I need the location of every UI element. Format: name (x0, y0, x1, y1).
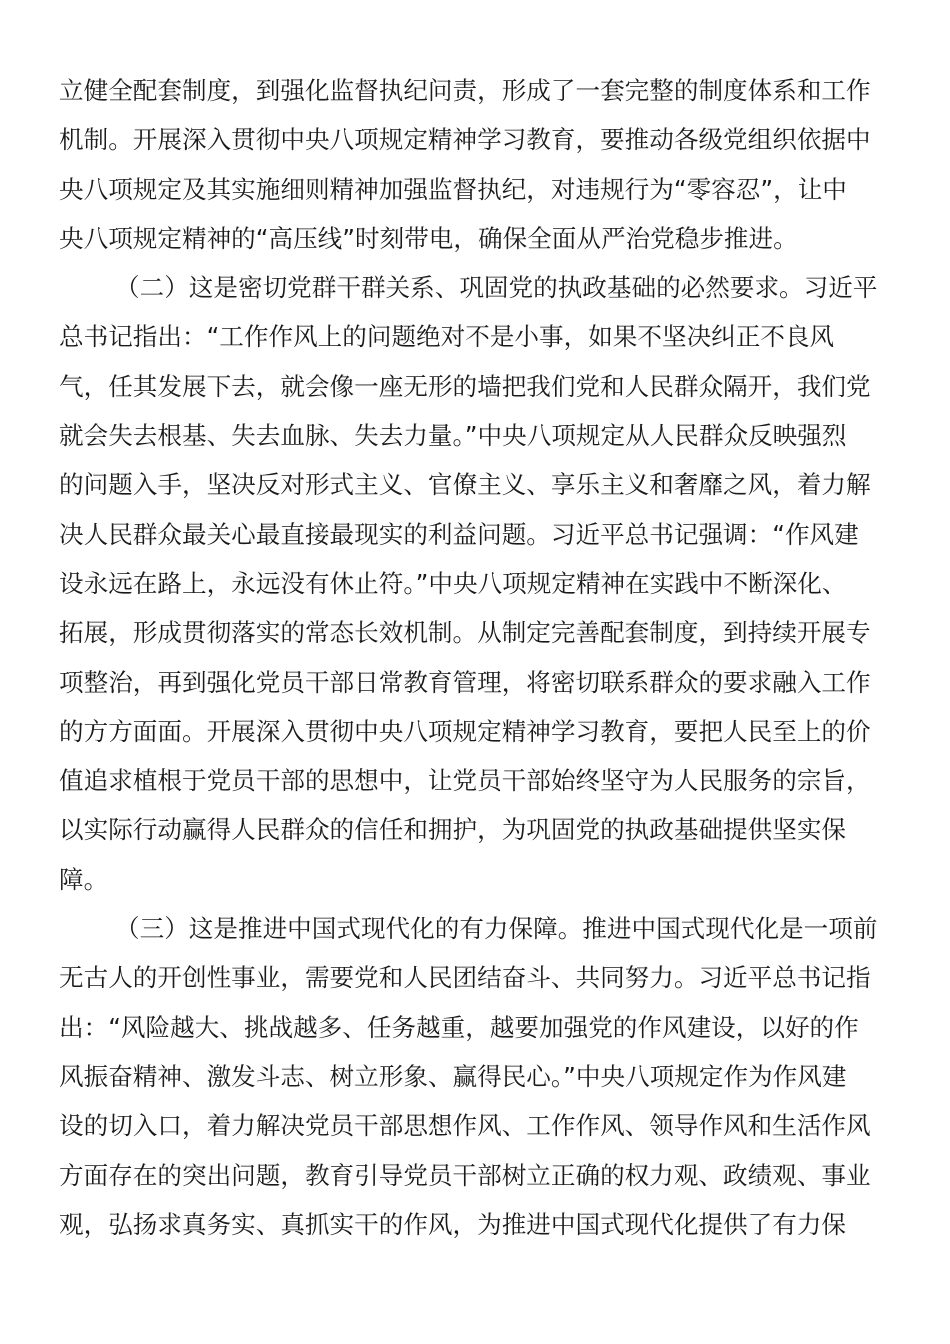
section-heading-line: （二）这是密切党群干群关系、巩固党的执政基础的必然要求。习近平 (115, 273, 877, 303)
text-line: 决人民群众最关心最直接最现实的利益问题。习近平总书记强调：“作风建 (59, 519, 859, 549)
text-line: 风振奋精神、激发斗志、树立形象、赢得民心。”中央八项规定作为作风建 (59, 1061, 847, 1091)
text-line: 观，弘扬求真务实、真抓实干的作风，为推进中国式现代化提供了有力保 (59, 1209, 847, 1239)
document-page (59, 66, 877, 1249)
text-line: 立健全配套制度，到强化监督执纪问责，形成了一套完整的制度体系和工作 (59, 76, 871, 105)
text-line: 央八项规定精神的“高压线”时刻带电，确保全面从严治党稳步推进。 (59, 223, 798, 253)
text-line: 总书记指出：“工作作风上的问题绝对不是小事，如果不坚决纠正不良风 (59, 322, 835, 352)
text-line: 项整治，再到强化党员干部日常教育管理，将密切联系群众的要求融入工作 (59, 667, 871, 697)
text-line: 障。 (59, 864, 109, 894)
text-line: 设永远在路上，永远没有休止符。”中央八项规定精神在实践中不断深化、 (59, 568, 847, 598)
text-line: 出：“风险越大、挑战越多、任务越重，越要加强党的作风建设，以好的作 (59, 1012, 859, 1042)
text-line: 拓展，形成贯彻落实的常态长效机制。从制定完善配套制度，到持续开展专 (59, 618, 871, 648)
text-line: 值追求植根于党员干部的思想中，让党员干部始终坚守为人民服务的宗旨， (59, 766, 871, 796)
text-line: 设的切入口，着力解决党员干部思想作风、工作作风、领导作风和生活作风 (59, 1111, 871, 1141)
text-line: 以实际行动赢得人民群众的信任和拥护，为巩固党的执政基础提供坚实保 (59, 815, 847, 845)
text-line: 的方方面面。开展深入贯彻中央八项规定精神学习教育，要把人民至上的价 (59, 716, 871, 746)
text-line: 央八项规定及其实施细则精神加强监督执纪，对违规行为“零容忍”，让中 (59, 174, 847, 204)
text-line: 的问题入手，坚决反对形式主义、官僚主义、享乐主义和奢靡之风，着力解 (59, 470, 871, 500)
text-line: 机制。开展深入贯彻中央八项规定精神学习教育，要推动各级党组织依据中 (59, 125, 871, 155)
text-line: 就会失去根基、失去血脉、失去力量。”中央八项规定从人民群众反映强烈 (59, 421, 847, 451)
text-line: 无古人的开创性事业，需要党和人民团结奋斗、共同努力。习近平总书记指 (59, 963, 871, 993)
section-heading-line: （三）这是推进中国式现代化的有力保障。推进中国式现代化是一项前 (115, 914, 877, 944)
text-line: 气，任其发展下去，就会像一座无形的墙把我们党和人民群众隔开，我们党 (59, 371, 871, 401)
text-line: 方面存在的突出问题，教育引导党员干部树立正确的权力观、政绩观、事业 (59, 1160, 871, 1190)
